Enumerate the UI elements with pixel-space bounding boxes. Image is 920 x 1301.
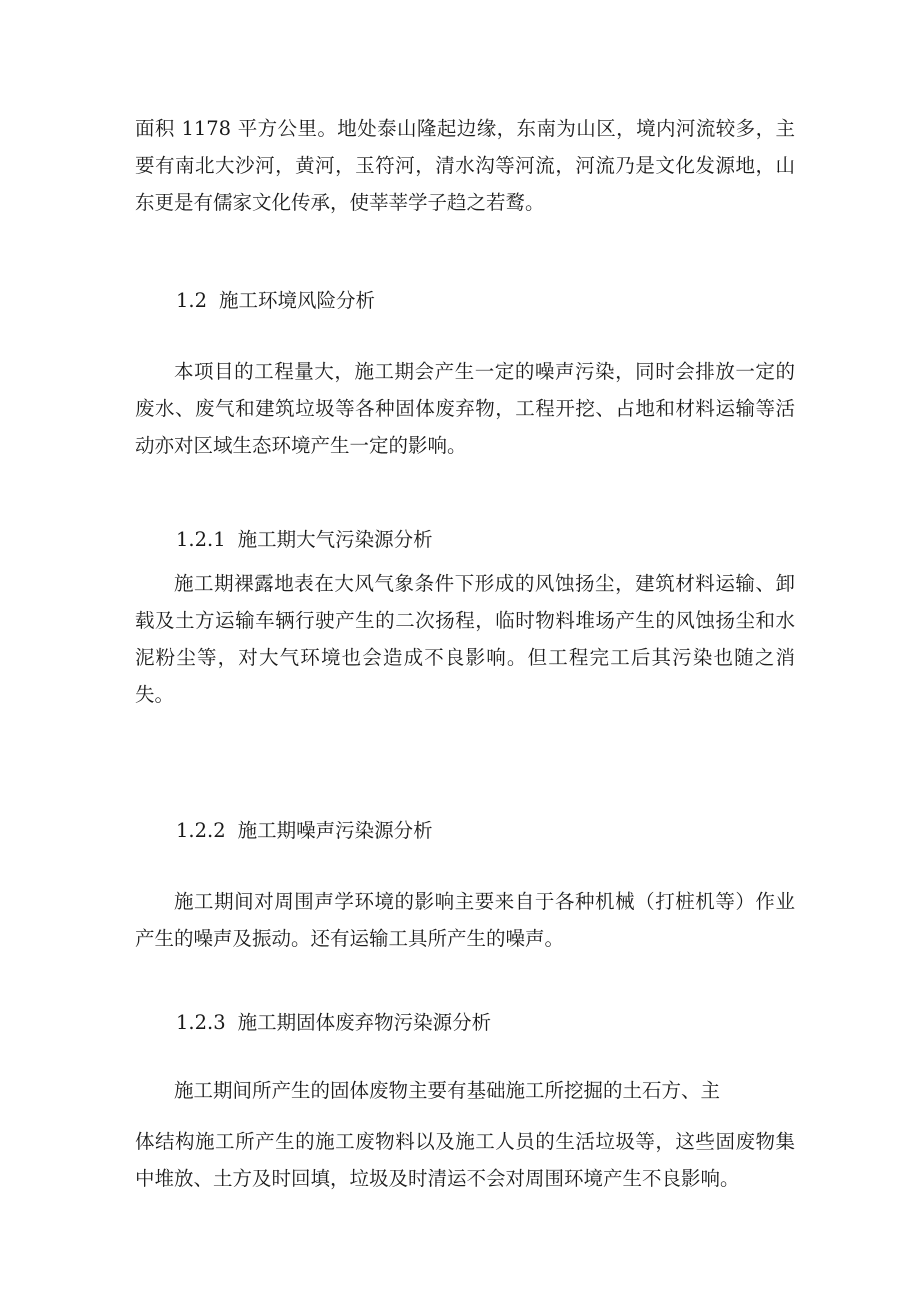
paragraph-intro-continued: 面积 1178 平方公里。地处泰山隆起边缘，东南为山区，境内河流较多，主要有南北大沙河，黄河，玉符河，清水沟等河流，河流乃是文化发源地，山东更是有儒家文化传承，使莘莘学子趋之若鹜。 (135, 117, 795, 214)
paragraph-1-2-3-first-line: 施工期间所产生的固体废物主要有基础施工所挖掘的土石方、主 (174, 1079, 721, 1102)
paragraph-1-2-2: 施工期间对周围声学环境的影响主要来自于各种机械（打桩机等）作业产生的噪声及振动。还有运输工具所产生的噪声。 (135, 890, 795, 950)
section-number: 1.2.2 (176, 819, 226, 842)
paragraph-1-2: 本项目的工程量大，施工期会产生一定的噪声污染，同时会排放一定的废水、废气和建筑垃圾等各种固体废弃物，工程开挖、占地和材料运输等活动亦对区域生态环境产生一定的影响。 (135, 360, 795, 457)
section-heading-1-2-3 (176, 1004, 491, 1041)
section-number: 1.2.1 (176, 528, 226, 551)
paragraph-1-2-3-continued: 体结构施工所产生的施工废物料以及施工人员的生活垃圾等，这些固废物集中堆放、土方及时回填，垃圾及时清运不会对周围环境产生不良影响。 (135, 1130, 795, 1190)
section-title: 施工环境风险分析 (219, 289, 376, 312)
section-title: 施工期噪声污染源分析 (237, 819, 433, 842)
section-number: 1.2 (176, 289, 208, 312)
section-heading-1-2 (176, 282, 375, 319)
section-number: 1.2.3 (176, 1011, 226, 1034)
section-heading-1-2-2 (176, 812, 433, 849)
section-title: 施工期大气污染源分析 (237, 528, 433, 551)
section-title: 施工期固体废弃物污染源分析 (237, 1011, 492, 1034)
section-heading-1-2-1 (176, 521, 433, 558)
paragraph-1-2-1: 施工期裸露地表在大风气象条件下形成的风蚀扬尘，建筑材料运输、卸载及土方运输车辆行驶产生的二次扬程，临时物料堆场产生的风蚀扬尘和水泥粉尘等，对大气环境也会造成不良影响。但工程完工后其污染也随之消失。 (135, 572, 795, 706)
